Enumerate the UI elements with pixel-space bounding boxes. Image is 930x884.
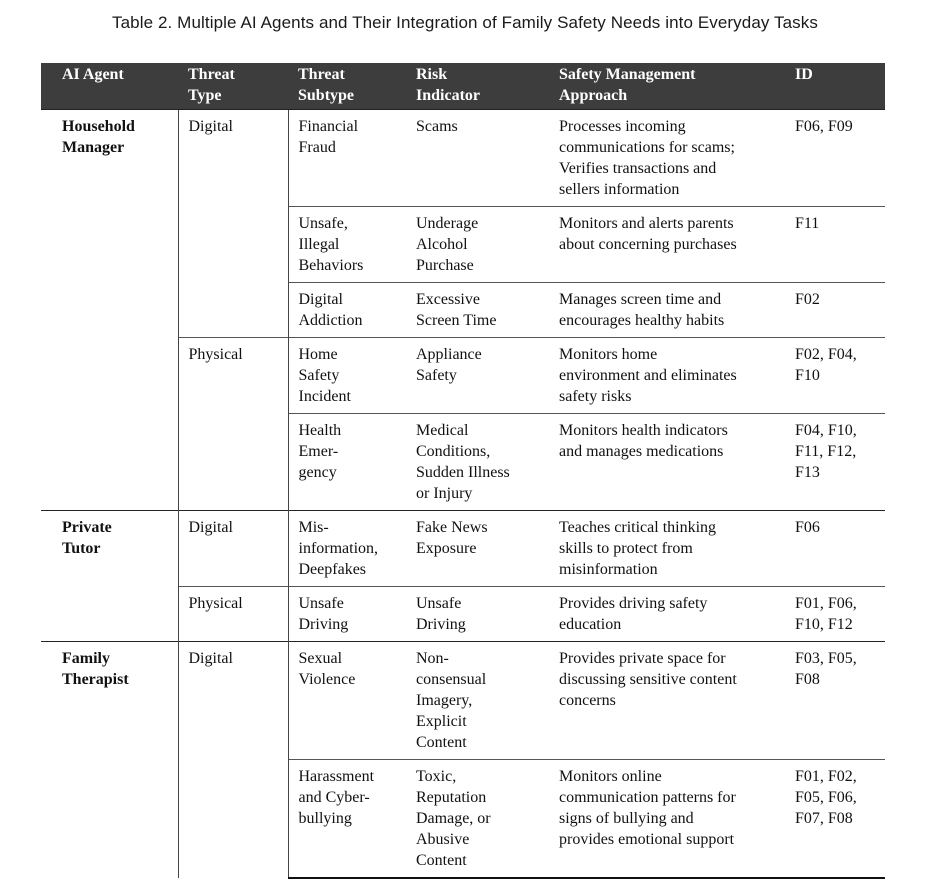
cell-line: Safety — [416, 367, 457, 384]
cell-line: Private — [62, 519, 112, 536]
cell-line: Home — [298, 346, 338, 363]
cell-line: Processes incoming — [559, 118, 686, 135]
header-ai-agent: AI Agent — [62, 66, 124, 83]
threat-type-cell — [178, 511, 288, 587]
cell-line: Alcohol — [416, 236, 468, 253]
cell-line: Illegal — [298, 236, 340, 253]
cell-line: F11 — [795, 215, 820, 232]
threat-subtype-cell — [288, 414, 406, 511]
cell-line: Appliance — [416, 346, 482, 363]
cell-line: gency — [298, 464, 337, 481]
cell-line: Teaches critical thinking — [559, 519, 717, 536]
cell-line: F02 — [795, 291, 820, 308]
cell-line: F01, F06, — [795, 595, 857, 612]
header-threat-subtype: Threat Subtype — [298, 66, 355, 104]
threat-type-label: Digital — [188, 519, 233, 536]
id-cell — [785, 642, 885, 760]
cell-line: Behaviors — [298, 257, 364, 274]
cell-line: signs of bullying and — [559, 810, 694, 827]
cell-line: sellers information — [559, 181, 680, 198]
threat-type-cell — [178, 587, 288, 642]
threat-subtype-cell — [288, 511, 406, 587]
cell-line: Violence — [298, 671, 356, 688]
cell-line: F06 — [795, 519, 820, 536]
threat-type-label: Physical — [188, 595, 243, 612]
threat-subtype-cell — [288, 110, 406, 207]
cell-line: Driving — [298, 616, 349, 633]
cell-line: F01, F02, — [795, 768, 857, 785]
id-cell — [785, 110, 885, 207]
safety-approach-cell — [549, 511, 785, 587]
cell-line: F13 — [795, 464, 820, 481]
cell-line: discussing sensitive content — [559, 671, 737, 688]
cell-line: misinformation — [559, 561, 658, 578]
cell-line: Deepfakes — [298, 561, 367, 578]
id-cell — [785, 511, 885, 587]
threat-type-cell — [178, 642, 288, 879]
agent-cell — [41, 642, 178, 879]
cell-line: F02, F04, — [795, 346, 857, 363]
cell-line: Unsafe — [416, 595, 462, 612]
threat-subtype-cell — [288, 587, 406, 642]
cell-line: Health — [298, 422, 342, 439]
threat-subtype-cell — [288, 642, 406, 760]
cell-line: F04, F10, — [795, 422, 857, 439]
cell-line: information, — [298, 540, 379, 557]
cell-line: Medical — [416, 422, 469, 439]
cell-line: communication patterns for — [559, 789, 736, 806]
risk-indicator-cell — [406, 207, 549, 283]
header-safety-approach: Safety Management Approach — [559, 66, 696, 104]
cell-line: Harassment — [298, 768, 375, 785]
cell-line: F07, F08 — [795, 810, 853, 827]
cell-line: Explicit — [416, 713, 467, 730]
cell-line: Addiction — [298, 312, 363, 329]
cell-line: F10, F12 — [795, 616, 853, 633]
risk-indicator-cell — [406, 760, 549, 879]
table-row — [41, 110, 885, 207]
safety-approach-cell — [549, 760, 785, 879]
cell-line: Incident — [298, 388, 351, 405]
cell-line: Imagery, — [416, 692, 473, 709]
cell-line: Therapist — [62, 671, 129, 688]
cell-line: Mis- — [298, 519, 329, 536]
threat-type-label: Digital — [188, 650, 233, 667]
risk-indicator-cell — [406, 587, 549, 642]
table-row — [41, 511, 885, 587]
cell-line: Content — [416, 734, 467, 751]
header-risk-indicator: Risk Indicator — [416, 66, 480, 104]
cell-line: Manages screen time and — [559, 291, 722, 308]
safety-approach-cell — [549, 110, 785, 207]
cell-line: Excessive — [416, 291, 480, 308]
cell-line: skills to protect from — [559, 540, 693, 557]
safety-approach-cell — [549, 283, 785, 338]
cell-line: Unsafe, — [298, 215, 348, 232]
cell-line: Driving — [416, 616, 466, 633]
cell-line: F05, F06, — [795, 789, 857, 806]
risk-indicator-cell — [406, 110, 549, 207]
threat-subtype-cell — [288, 207, 406, 283]
cell-line: Damage, or — [416, 810, 491, 827]
cell-line: Family — [62, 650, 110, 667]
cell-line: Toxic, — [416, 768, 457, 785]
agent-cell — [41, 511, 178, 642]
cell-line: Exposure — [416, 540, 477, 557]
cell-line: Tutor — [62, 540, 101, 557]
threat-type-cell — [178, 110, 288, 338]
safety-approach-cell — [549, 338, 785, 414]
cell-line: F10 — [795, 367, 820, 384]
cell-line: Fraud — [298, 139, 336, 156]
cell-line: Financial — [298, 118, 359, 135]
threat-type-label: Digital — [188, 118, 233, 135]
threat-type-label: Physical — [188, 346, 243, 363]
id-cell — [785, 414, 885, 511]
id-cell — [785, 760, 885, 879]
id-cell — [785, 587, 885, 642]
cell-line: and Cyber- — [298, 789, 370, 806]
cell-line: safety risks — [559, 388, 632, 405]
cell-line: Reputation — [416, 789, 487, 806]
cell-line: communications for scams; — [559, 139, 735, 156]
table-body — [41, 110, 885, 879]
cell-line: Abusive — [416, 831, 470, 848]
cell-line: Scams — [416, 118, 458, 135]
table-row — [41, 642, 885, 760]
cell-line: F08 — [795, 671, 820, 688]
id-cell — [785, 338, 885, 414]
threat-subtype-cell — [288, 338, 406, 414]
risk-indicator-cell — [406, 283, 549, 338]
cell-line: Non- — [416, 650, 449, 667]
table-header — [41, 63, 885, 110]
cell-line: Digital — [298, 291, 343, 308]
threat-subtype-cell — [288, 283, 406, 338]
cell-line: Unsafe — [298, 595, 344, 612]
threat-subtype-cell — [288, 760, 406, 879]
safety-approach-cell — [549, 207, 785, 283]
cell-line: Purchase — [416, 257, 474, 274]
risk-indicator-cell — [406, 414, 549, 511]
cell-line: consensual — [416, 671, 487, 688]
cell-line: about concerning purchases — [559, 236, 737, 253]
threat-type-cell — [178, 338, 288, 511]
cell-line: Manager — [62, 139, 125, 156]
cell-line: Provides private space for — [559, 650, 726, 667]
safety-approach-cell — [549, 642, 785, 760]
id-cell — [785, 207, 885, 283]
header-id: ID — [795, 66, 813, 83]
risk-indicator-cell — [406, 511, 549, 587]
cell-line: or Injury — [416, 485, 473, 502]
cell-line: environment and eliminates — [559, 367, 737, 384]
cell-line: F11, F12, — [795, 443, 857, 460]
risk-indicator-cell — [406, 642, 549, 760]
cell-line: concerns — [559, 692, 616, 709]
cell-line: Monitors home — [559, 346, 658, 363]
cell-line: Monitors online — [559, 768, 662, 785]
cell-line: Household — [62, 118, 135, 135]
cell-line: Monitors health indicators — [559, 422, 728, 439]
cell-line: Sexual — [298, 650, 343, 667]
cell-line: Conditions, — [416, 443, 491, 460]
cell-line: and manages medications — [559, 443, 724, 460]
cell-line: Fake News — [416, 519, 488, 536]
cell-line: Provides driving safety — [559, 595, 708, 612]
cell-line: Monitors and alerts parents — [559, 215, 734, 232]
cell-line: provides emotional support — [559, 831, 735, 848]
table-caption: Table 2. Multiple AI Agents and Their Integration of Family Safety Needs into Everyday Tasks — [112, 13, 818, 32]
cell-line: education — [559, 616, 622, 633]
cell-line: bullying — [298, 810, 352, 827]
cell-line: Verifies transactions and — [559, 160, 717, 177]
cell-line: Safety — [298, 367, 340, 384]
cell-line: Content — [416, 852, 467, 869]
header-threat-type: Threat Type — [188, 66, 235, 104]
cell-line: encourages healthy habits — [559, 312, 725, 329]
cell-line: Underage — [416, 215, 479, 232]
id-cell — [785, 283, 885, 338]
safety-approach-cell — [549, 414, 785, 511]
safety-approach-cell — [549, 587, 785, 642]
cell-line: Emer- — [298, 443, 339, 460]
cell-line: Sudden Illness — [416, 464, 510, 481]
safety-table — [41, 63, 885, 879]
risk-indicator-cell — [406, 338, 549, 414]
cell-line: F06, F09 — [795, 118, 853, 135]
cell-line: F03, F05, — [795, 650, 857, 667]
agent-cell — [41, 110, 178, 511]
cell-line: Screen Time — [416, 312, 497, 329]
